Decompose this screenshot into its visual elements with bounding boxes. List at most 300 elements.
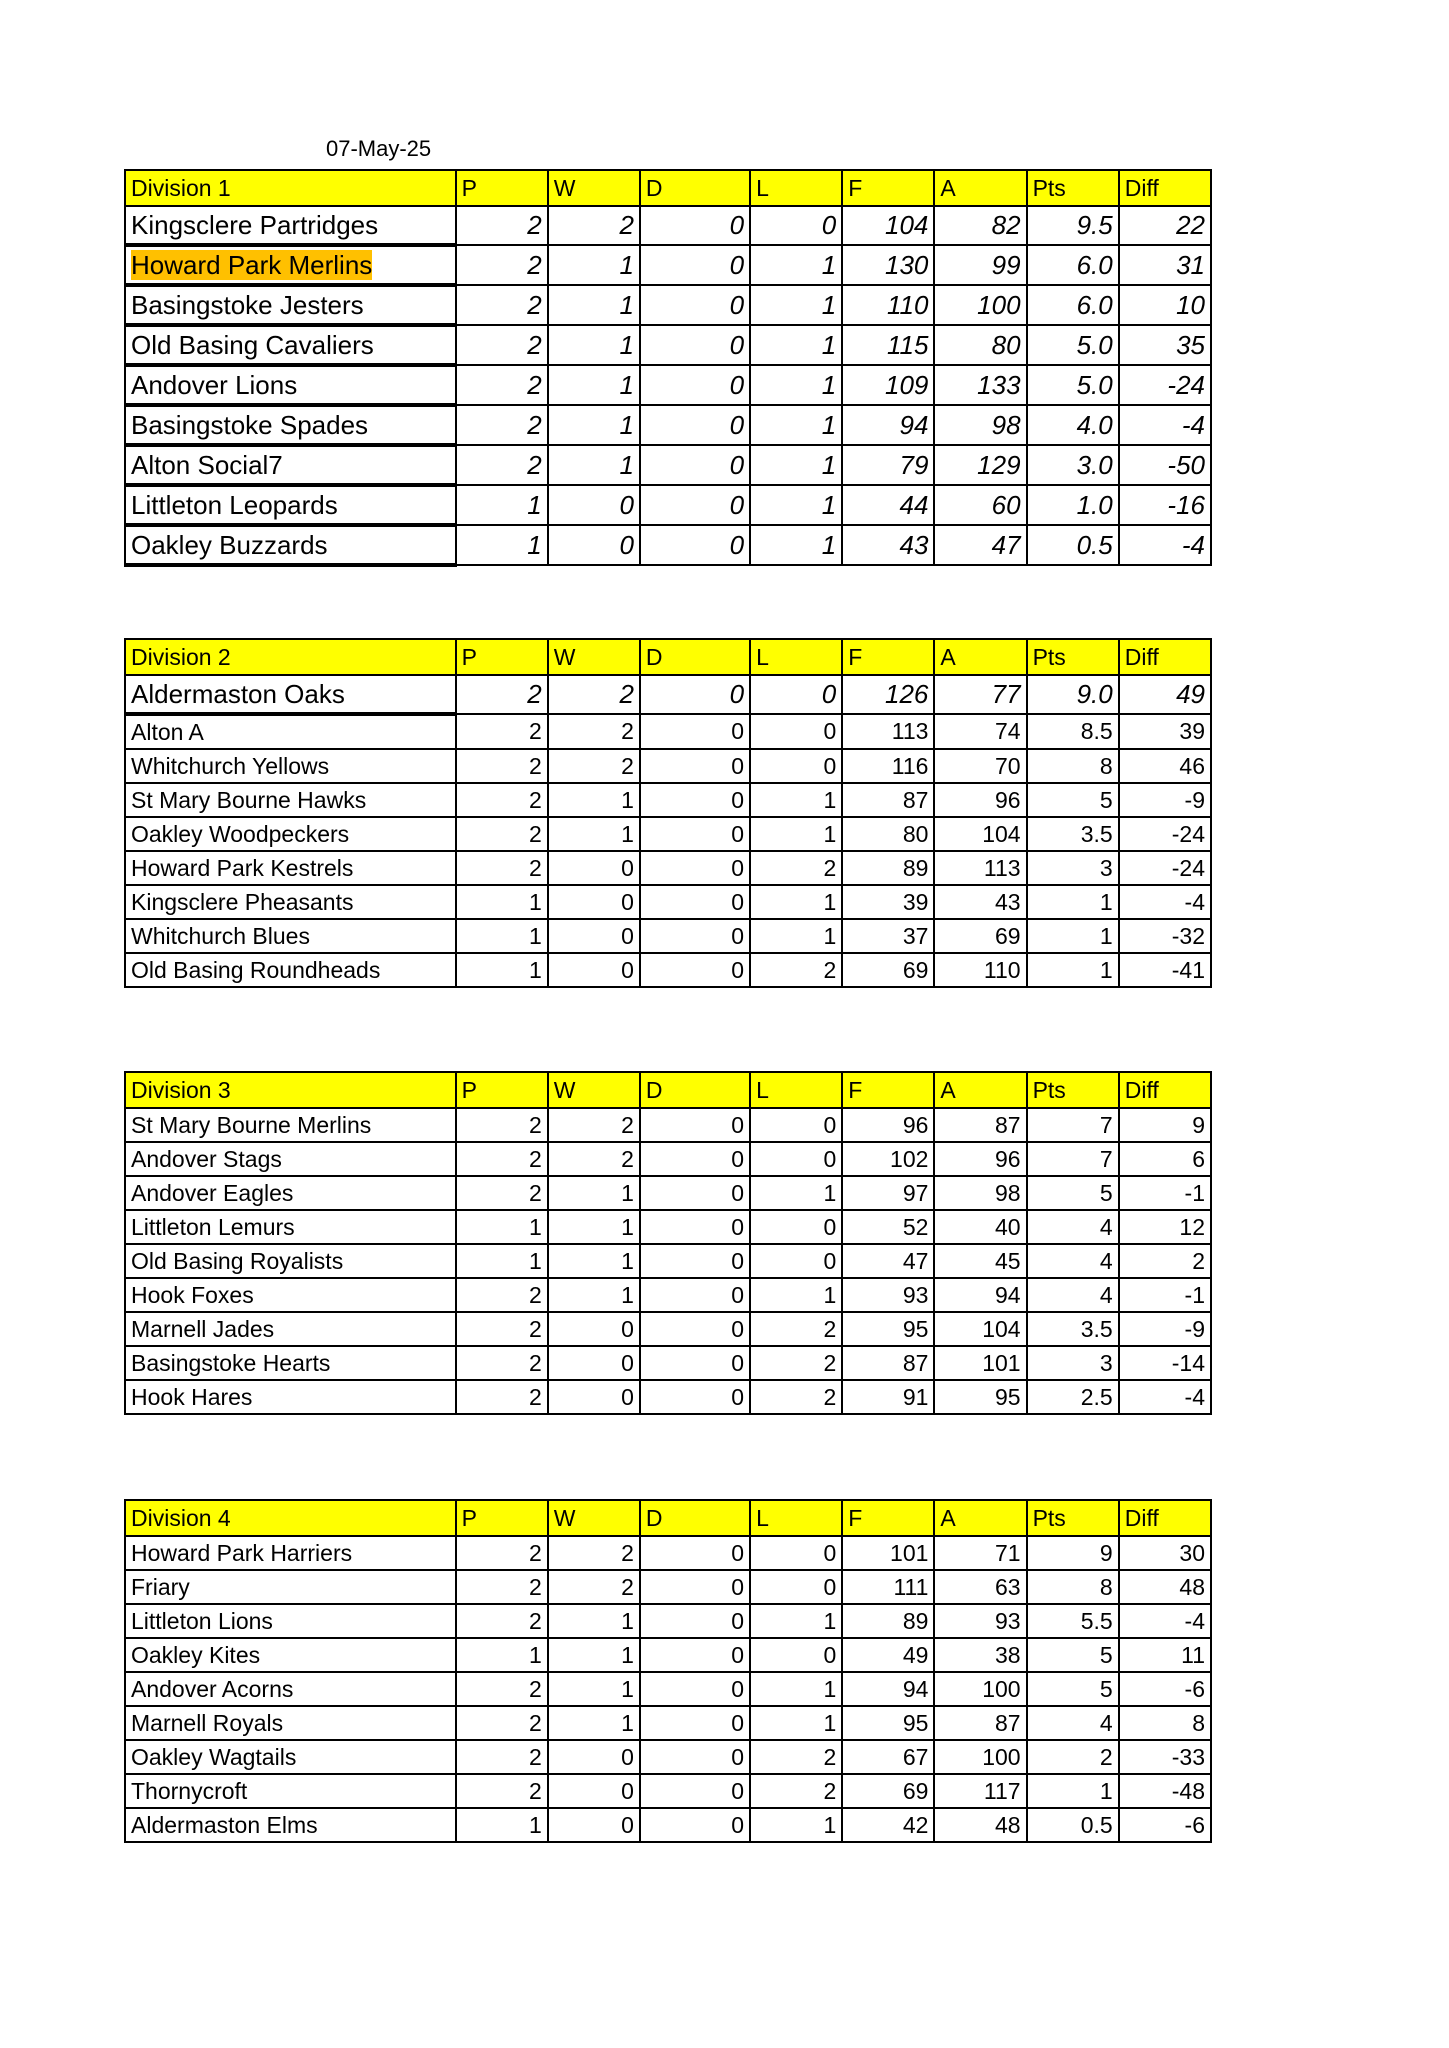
cell-pts: 3.5 xyxy=(1027,1312,1119,1346)
cell-l: 2 xyxy=(750,1312,842,1346)
cell-d: 0 xyxy=(640,1638,750,1672)
division-2-table xyxy=(124,638,1212,988)
cell-p: 2 xyxy=(456,714,548,749)
cell-diff: -33 xyxy=(1119,1740,1211,1774)
column-header-l: L xyxy=(750,639,842,675)
table-row xyxy=(125,1278,1211,1312)
cell-a: 70 xyxy=(934,749,1026,783)
cell-w: 0 xyxy=(548,1380,640,1414)
cell-l: 1 xyxy=(750,885,842,919)
cell-a: 98 xyxy=(934,405,1026,445)
cell-p: 2 xyxy=(456,445,548,485)
column-header-d: D xyxy=(640,1072,750,1108)
cell-w: 2 xyxy=(548,1536,640,1570)
table-row xyxy=(125,749,1211,783)
table-row xyxy=(125,1706,1211,1740)
team-name-cell xyxy=(125,365,456,405)
cell-l: 0 xyxy=(750,1210,842,1244)
cell-pts: 1 xyxy=(1027,885,1119,919)
column-header-w: W xyxy=(548,1072,640,1108)
cell-d: 0 xyxy=(640,953,750,987)
column-header-diff: Diff xyxy=(1119,1500,1211,1536)
cell-diff: -4 xyxy=(1119,885,1211,919)
column-header-pts: Pts xyxy=(1027,639,1119,675)
division-4-table xyxy=(124,1499,1212,1843)
cell-a: 47 xyxy=(934,525,1026,565)
team-name-cell xyxy=(125,1346,456,1380)
cell-d: 0 xyxy=(640,1808,750,1842)
cell-l: 2 xyxy=(750,1380,842,1414)
cell-f: 67 xyxy=(842,1740,934,1774)
cell-a: 95 xyxy=(934,1380,1026,1414)
cell-a: 117 xyxy=(934,1774,1026,1808)
cell-w: 0 xyxy=(548,851,640,885)
division-title: Division 4 xyxy=(125,1500,456,1536)
column-header-a: A xyxy=(934,170,1026,206)
table-row xyxy=(125,953,1211,987)
table-row xyxy=(125,851,1211,885)
cell-d: 0 xyxy=(640,1176,750,1210)
cell-a: 63 xyxy=(934,1570,1026,1604)
team-name-cell xyxy=(125,953,456,987)
cell-w: 2 xyxy=(548,675,640,714)
cell-l: 2 xyxy=(750,851,842,885)
table-row xyxy=(125,1672,1211,1706)
team-name: Andover Lions xyxy=(131,369,298,400)
cell-f: 37 xyxy=(842,919,934,953)
cell-d: 0 xyxy=(640,1210,750,1244)
cell-f: 43 xyxy=(842,525,934,565)
cell-f: 109 xyxy=(842,365,934,405)
cell-a: 101 xyxy=(934,1346,1026,1380)
cell-f: 49 xyxy=(842,1638,934,1672)
cell-w: 1 xyxy=(548,365,640,405)
team-name: Alton A xyxy=(131,718,204,745)
table-row xyxy=(125,1346,1211,1380)
cell-a: 80 xyxy=(934,325,1026,365)
team-name: Oakley Kites xyxy=(131,1641,261,1668)
team-name-cell xyxy=(125,285,456,325)
cell-pts: 0.5 xyxy=(1027,1808,1119,1842)
cell-pts: 3 xyxy=(1027,1346,1119,1380)
table-row xyxy=(125,675,1211,714)
division-1-table xyxy=(124,169,1212,567)
table-body xyxy=(125,675,1211,987)
cell-d: 0 xyxy=(640,1536,750,1570)
cell-d: 0 xyxy=(640,714,750,749)
cell-l: 1 xyxy=(750,245,842,285)
cell-w: 2 xyxy=(548,714,640,749)
cell-w: 0 xyxy=(548,885,640,919)
team-name: Basingstoke Hearts xyxy=(131,1349,331,1376)
cell-d: 0 xyxy=(640,783,750,817)
team-name: Aldermaston Oaks xyxy=(131,678,345,709)
table-row xyxy=(125,1638,1211,1672)
table-row xyxy=(125,1176,1211,1210)
cell-w: 1 xyxy=(548,817,640,851)
cell-l: 1 xyxy=(750,1604,842,1638)
cell-l: 1 xyxy=(750,445,842,485)
cell-pts: 4 xyxy=(1027,1706,1119,1740)
cell-f: 110 xyxy=(842,285,934,325)
cell-pts: 3 xyxy=(1027,851,1119,885)
cell-f: 94 xyxy=(842,405,934,445)
cell-w: 1 xyxy=(548,445,640,485)
cell-pts: 4 xyxy=(1027,1210,1119,1244)
cell-pts: 8 xyxy=(1027,749,1119,783)
cell-f: 94 xyxy=(842,1672,934,1706)
team-name: Kingsclere Partridges xyxy=(131,209,379,240)
cell-l: 0 xyxy=(750,714,842,749)
team-name: St Mary Bourne Merlins xyxy=(131,1111,372,1138)
table-row xyxy=(125,405,1211,445)
cell-w: 1 xyxy=(548,285,640,325)
team-name-cell xyxy=(125,714,456,749)
column-header-d: D xyxy=(640,639,750,675)
cell-p: 2 xyxy=(456,851,548,885)
cell-l: 1 xyxy=(750,783,842,817)
table-body xyxy=(125,206,1211,565)
cell-a: 93 xyxy=(934,1604,1026,1638)
cell-p: 1 xyxy=(456,525,548,565)
team-name-cell xyxy=(125,1380,456,1414)
cell-d: 0 xyxy=(640,485,750,525)
cell-a: 74 xyxy=(934,714,1026,749)
cell-a: 82 xyxy=(934,206,1026,245)
cell-diff: 46 xyxy=(1119,749,1211,783)
cell-diff: 30 xyxy=(1119,1536,1211,1570)
cell-f: 116 xyxy=(842,749,934,783)
cell-l: 0 xyxy=(750,1108,842,1142)
column-header-diff: Diff xyxy=(1119,1072,1211,1108)
team-name: Thornycroft xyxy=(131,1777,248,1804)
cell-w: 0 xyxy=(548,525,640,565)
cell-pts: 5.0 xyxy=(1027,365,1119,405)
cell-f: 89 xyxy=(842,851,934,885)
cell-p: 2 xyxy=(456,1312,548,1346)
cell-pts: 1 xyxy=(1027,1774,1119,1808)
cell-a: 94 xyxy=(934,1278,1026,1312)
column-header-p: P xyxy=(456,1500,548,1536)
cell-pts: 1 xyxy=(1027,953,1119,987)
table-row xyxy=(125,365,1211,405)
cell-pts: 4 xyxy=(1027,1244,1119,1278)
cell-diff: -4 xyxy=(1119,405,1211,445)
cell-l: 1 xyxy=(750,485,842,525)
cell-a: 100 xyxy=(934,1672,1026,1706)
cell-pts: 9 xyxy=(1027,1536,1119,1570)
header-row xyxy=(125,170,1211,206)
cell-w: 0 xyxy=(548,1312,640,1346)
team-name: Marnell Jades xyxy=(131,1315,275,1342)
cell-d: 0 xyxy=(640,1278,750,1312)
team-name-cell xyxy=(125,1570,456,1604)
column-header-w: W xyxy=(548,639,640,675)
cell-f: 44 xyxy=(842,485,934,525)
cell-pts: 0.5 xyxy=(1027,525,1119,565)
cell-pts: 7 xyxy=(1027,1142,1119,1176)
team-name: Old Basing Roundheads xyxy=(131,956,381,983)
cell-l: 1 xyxy=(750,1278,842,1312)
team-name: Marnell Royals xyxy=(131,1709,284,1736)
table-body xyxy=(125,1108,1211,1414)
table-row xyxy=(125,1380,1211,1414)
cell-pts: 8.5 xyxy=(1027,714,1119,749)
cell-a: 48 xyxy=(934,1808,1026,1842)
cell-a: 77 xyxy=(934,675,1026,714)
cell-a: 71 xyxy=(934,1536,1026,1570)
cell-d: 0 xyxy=(640,919,750,953)
cell-p: 2 xyxy=(456,206,548,245)
team-name-cell xyxy=(125,817,456,851)
team-name: Alton Social7 xyxy=(131,449,283,480)
header-row xyxy=(125,1500,1211,1536)
cell-p: 2 xyxy=(456,1672,548,1706)
cell-w: 2 xyxy=(548,1108,640,1142)
cell-a: 38 xyxy=(934,1638,1026,1672)
cell-p: 2 xyxy=(456,675,548,714)
division-3-table xyxy=(124,1071,1212,1415)
cell-p: 1 xyxy=(456,953,548,987)
team-name: Hook Hares xyxy=(131,1383,253,1410)
cell-l: 2 xyxy=(750,1740,842,1774)
cell-w: 1 xyxy=(548,1638,640,1672)
cell-w: 1 xyxy=(548,1672,640,1706)
table-row xyxy=(125,1808,1211,1842)
team-name: Aldermaston Elms xyxy=(131,1811,318,1838)
column-header-a: A xyxy=(934,1072,1026,1108)
team-name: Littleton Leopards xyxy=(131,489,338,520)
cell-d: 0 xyxy=(640,1740,750,1774)
cell-p: 2 xyxy=(456,405,548,445)
cell-p: 2 xyxy=(456,817,548,851)
cell-d: 0 xyxy=(640,1774,750,1808)
table-row xyxy=(125,1774,1211,1808)
cell-w: 0 xyxy=(548,953,640,987)
cell-pts: 4.0 xyxy=(1027,405,1119,445)
cell-f: 115 xyxy=(842,325,934,365)
team-name-cell xyxy=(125,1108,456,1142)
cell-p: 2 xyxy=(456,1604,548,1638)
column-header-a: A xyxy=(934,1500,1026,1536)
cell-a: 113 xyxy=(934,851,1026,885)
team-name: St Mary Bourne Hawks xyxy=(131,786,367,813)
cell-a: 96 xyxy=(934,783,1026,817)
team-name-cell xyxy=(125,1774,456,1808)
cell-l: 1 xyxy=(750,919,842,953)
cell-f: 91 xyxy=(842,1380,934,1414)
cell-p: 1 xyxy=(456,1808,548,1842)
cell-p: 2 xyxy=(456,245,548,285)
column-header-p: P xyxy=(456,639,548,675)
team-name-cell xyxy=(125,1706,456,1740)
team-name: Friary xyxy=(131,1573,190,1600)
cell-w: 1 xyxy=(548,1244,640,1278)
column-header-w: W xyxy=(548,1500,640,1536)
cell-l: 0 xyxy=(750,749,842,783)
table-header xyxy=(125,170,1211,206)
team-name: Andover Acorns xyxy=(131,1675,294,1702)
cell-p: 2 xyxy=(456,749,548,783)
cell-w: 1 xyxy=(548,783,640,817)
cell-p: 2 xyxy=(456,1706,548,1740)
table-row xyxy=(125,714,1211,749)
cell-p: 2 xyxy=(456,365,548,405)
cell-pts: 9.0 xyxy=(1027,675,1119,714)
cell-pts: 9.5 xyxy=(1027,206,1119,245)
cell-f: 104 xyxy=(842,206,934,245)
cell-diff: -6 xyxy=(1119,1808,1211,1842)
cell-diff: 6 xyxy=(1119,1142,1211,1176)
cell-p: 1 xyxy=(456,1638,548,1672)
team-name-cell xyxy=(125,1604,456,1638)
column-header-f: F xyxy=(842,1500,934,1536)
cell-f: 95 xyxy=(842,1312,934,1346)
cell-diff: 48 xyxy=(1119,1570,1211,1604)
team-name: Whitchurch Yellows xyxy=(131,752,330,779)
column-header-w: W xyxy=(548,170,640,206)
cell-a: 87 xyxy=(934,1108,1026,1142)
cell-a: 98 xyxy=(934,1176,1026,1210)
table-row xyxy=(125,1536,1211,1570)
cell-diff: 10 xyxy=(1119,285,1211,325)
team-name: Oakley Woodpeckers xyxy=(131,820,350,847)
team-name: Basingstoke Spades xyxy=(131,409,369,440)
cell-diff: -9 xyxy=(1119,1312,1211,1346)
cell-pts: 6.0 xyxy=(1027,285,1119,325)
cell-f: 126 xyxy=(842,675,934,714)
cell-d: 0 xyxy=(640,445,750,485)
cell-w: 0 xyxy=(548,1740,640,1774)
cell-w: 1 xyxy=(548,405,640,445)
team-name: Basingstoke Jesters xyxy=(131,289,364,320)
cell-pts: 7 xyxy=(1027,1108,1119,1142)
cell-p: 2 xyxy=(456,1774,548,1808)
cell-diff: -14 xyxy=(1119,1346,1211,1380)
division-title: Division 2 xyxy=(125,639,456,675)
column-header-l: L xyxy=(750,1072,842,1108)
team-name: Andover Stags xyxy=(131,1145,282,1172)
cell-l: 2 xyxy=(750,1346,842,1380)
cell-d: 0 xyxy=(640,405,750,445)
team-name: Littleton Lions xyxy=(131,1607,273,1634)
cell-f: 113 xyxy=(842,714,934,749)
cell-l: 0 xyxy=(750,206,842,245)
table-row xyxy=(125,325,1211,365)
cell-diff: 8 xyxy=(1119,1706,1211,1740)
team-name-cell xyxy=(125,405,456,445)
cell-l: 0 xyxy=(750,1570,842,1604)
cell-p: 1 xyxy=(456,1210,548,1244)
cell-d: 0 xyxy=(640,1672,750,1706)
table-row xyxy=(125,1570,1211,1604)
cell-w: 0 xyxy=(548,1774,640,1808)
cell-w: 0 xyxy=(548,485,640,525)
cell-w: 1 xyxy=(548,1706,640,1740)
cell-p: 2 xyxy=(456,783,548,817)
cell-l: 2 xyxy=(750,953,842,987)
cell-w: 0 xyxy=(548,1346,640,1380)
team-name: Howard Park Merlins xyxy=(131,249,373,280)
team-name: Howard Park Harriers xyxy=(131,1539,353,1566)
cell-l: 0 xyxy=(750,1638,842,1672)
cell-a: 110 xyxy=(934,953,1026,987)
column-header-p: P xyxy=(456,1072,548,1108)
column-header-l: L xyxy=(750,1500,842,1536)
cell-d: 0 xyxy=(640,1108,750,1142)
team-name: Howard Park Kestrels xyxy=(131,854,354,881)
table-row xyxy=(125,485,1211,525)
cell-diff: -24 xyxy=(1119,851,1211,885)
cell-w: 2 xyxy=(548,206,640,245)
cell-pts: 5.0 xyxy=(1027,325,1119,365)
column-header-d: D xyxy=(640,1500,750,1536)
column-header-pts: Pts xyxy=(1027,170,1119,206)
cell-w: 1 xyxy=(548,1176,640,1210)
cell-diff: -1 xyxy=(1119,1176,1211,1210)
cell-pts: 5 xyxy=(1027,1176,1119,1210)
cell-d: 0 xyxy=(640,817,750,851)
cell-f: 47 xyxy=(842,1244,934,1278)
cell-w: 2 xyxy=(548,1142,640,1176)
cell-p: 2 xyxy=(456,325,548,365)
cell-f: 69 xyxy=(842,953,934,987)
cell-w: 0 xyxy=(548,1808,640,1842)
cell-pts: 5 xyxy=(1027,783,1119,817)
cell-diff: -4 xyxy=(1119,525,1211,565)
cell-f: 39 xyxy=(842,885,934,919)
team-name-cell xyxy=(125,1176,456,1210)
cell-pts: 8 xyxy=(1027,1570,1119,1604)
cell-pts: 4 xyxy=(1027,1278,1119,1312)
table-row xyxy=(125,1312,1211,1346)
table-row xyxy=(125,919,1211,953)
cell-a: 43 xyxy=(934,885,1026,919)
team-name-cell xyxy=(125,1808,456,1842)
cell-a: 69 xyxy=(934,919,1026,953)
cell-pts: 6.0 xyxy=(1027,245,1119,285)
cell-diff: -41 xyxy=(1119,953,1211,987)
cell-diff: -50 xyxy=(1119,445,1211,485)
table-body xyxy=(125,1536,1211,1842)
cell-p: 2 xyxy=(456,1740,548,1774)
cell-diff: -32 xyxy=(1119,919,1211,953)
cell-diff: -9 xyxy=(1119,783,1211,817)
team-name-cell xyxy=(125,1638,456,1672)
cell-f: 102 xyxy=(842,1142,934,1176)
cell-d: 0 xyxy=(640,675,750,714)
table-row xyxy=(125,1108,1211,1142)
cell-pts: 5.5 xyxy=(1027,1604,1119,1638)
cell-l: 1 xyxy=(750,1706,842,1740)
column-header-l: L xyxy=(750,170,842,206)
cell-pts: 3.5 xyxy=(1027,817,1119,851)
cell-l: 0 xyxy=(750,1142,842,1176)
cell-f: 101 xyxy=(842,1536,934,1570)
team-name-cell xyxy=(125,1672,456,1706)
cell-l: 0 xyxy=(750,1536,842,1570)
cell-w: 1 xyxy=(548,245,640,285)
team-name-cell xyxy=(125,525,456,565)
cell-d: 0 xyxy=(640,1142,750,1176)
cell-w: 0 xyxy=(548,919,640,953)
table-row xyxy=(125,525,1211,565)
cell-f: 95 xyxy=(842,1706,934,1740)
cell-diff: -1 xyxy=(1119,1278,1211,1312)
team-name-cell xyxy=(125,325,456,365)
table-row xyxy=(125,245,1211,285)
cell-a: 96 xyxy=(934,1142,1026,1176)
